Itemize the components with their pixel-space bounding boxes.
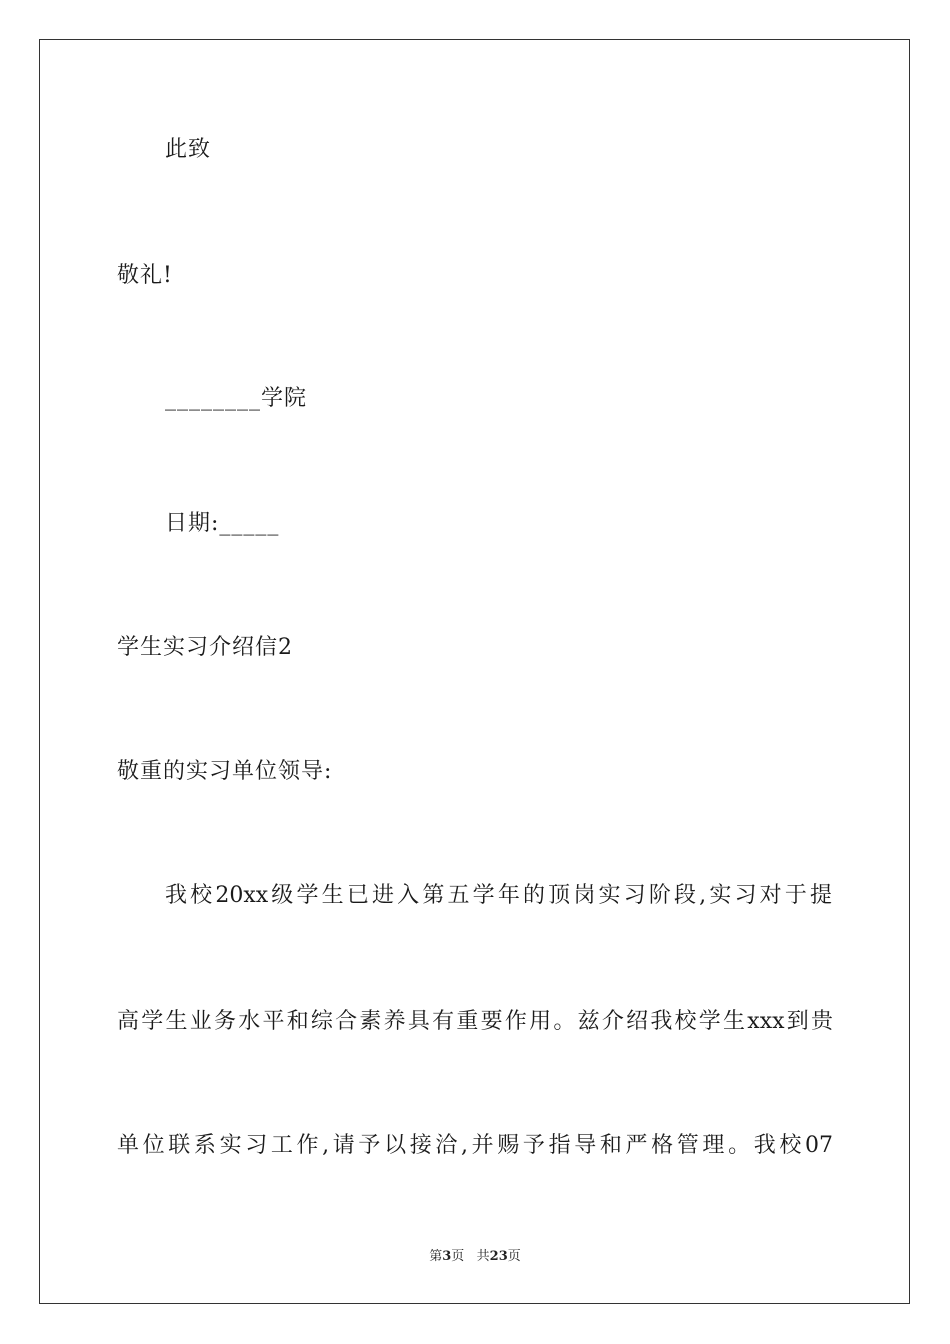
footer-current-page: 3: [442, 1249, 452, 1264]
section-title: 学生实习介绍信2: [117, 635, 293, 660]
footer-total-pages: 23: [489, 1249, 508, 1264]
footer-mid: 页 共: [451, 1249, 490, 1264]
signature-date: 日期:_____: [165, 511, 280, 536]
closing-salutation: 此致: [165, 137, 212, 162]
body-line-2: 高学生业务水平和综合素养具有重要作用。兹介绍我校学生xxx到贵: [117, 1009, 833, 1034]
footer-suffix: 页: [507, 1249, 521, 1264]
closing-regards: 敬礼!: [117, 263, 173, 288]
page-border: [39, 39, 910, 1304]
page-footer: [0, 1248, 950, 1266]
signature-college: ________学院: [165, 386, 308, 411]
body-line-3: 单位联系实习工作,请予以接洽,并赐予指导和严格管理。我校07: [117, 1133, 833, 1158]
footer-prefix: 第: [429, 1249, 443, 1264]
body-line-1: 我校20xx级学生已进入第五学年的顶岗实习阶段,实习对于提: [165, 883, 832, 908]
greeting: 敬重的实习单位领导:: [117, 759, 333, 784]
